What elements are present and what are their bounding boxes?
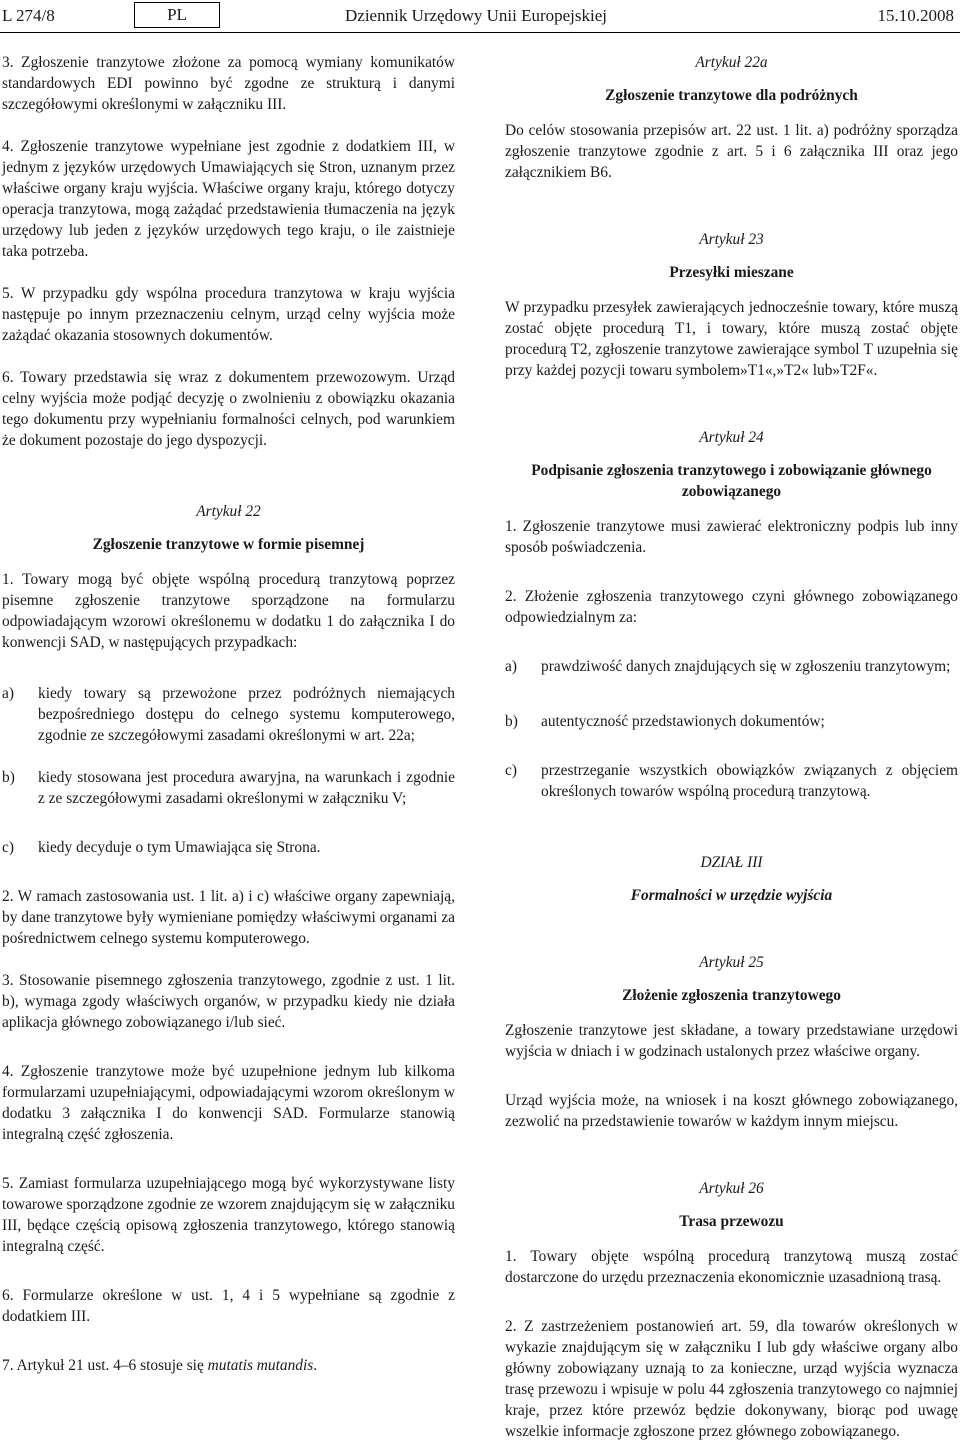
right-column [505,52,958,1442]
article-24-number: Artykuł 24 [699,429,764,446]
latin-phrase: mutatis mutandis [207,1357,314,1374]
article-25-number: Artykuł 25 [699,954,764,971]
article-22-paragraph-5: 5. Zamiast formularza uzupełniającego mogą być wykorzystywane listy towarowe sporządzone zgodnie ze wzorem znajdującym się w załączniku III, będące częścią opisową zgłoszenia tranzytowego, którego stanowią integralną część. [2,1175,455,1255]
language-box: PL [134,2,220,28]
list-item-text: kiedy towary są przewożone przez podróżnych niemających bezpośredniego dostępu do celnego systemu komputerowego, zgodnie ze szczegółowymi zasadami określonymi w art. 22a; [38,685,455,744]
division-3-title: Formalności w urzędzie wyjścia [630,887,833,904]
list-item-label: b) [505,713,518,730]
article-22-paragraph-7: 7. Artykuł 21 ust. 4–6 stosuje się mutatis mutandis. [2,1357,318,1374]
paragraph-4: 4. Zgłoszenie tranzytowe wypełniane jest zgodnie z dodatkiem III, w jednym z języków urzędowych Umawiających się Stron, uznanym przez właściwe organy kraju wyjścia. Właściwe organy kraju, którego dotyczy operacja tranzytowa, mogą zażądać przedstawienia tłumaczenia na język urzędowy lub jeden z języków urzędowych tego kraju, o ile zaistnieje taka potrzeba. [2,138,455,260]
list-item-label: c) [2,839,14,856]
list-item-label: a) [505,658,517,675]
article-26-number: Artykuł 26 [699,1180,764,1197]
article-22-paragraph-2: 2. W ramach zastosowania ust. 1 lit. a) i c) właściwe organy zapewniają, by dane tranzytowe były wymieniane pomiędzy właściwymi organami za pośrednictwem celnego systemu komputerowego. [2,888,455,947]
article-22a-title: Zgłoszenie tranzytowe dla podróżnych [605,87,858,104]
left-column [2,52,455,1376]
list-item-label: a) [2,685,14,702]
list-item [505,656,958,677]
list-item-label: b) [2,769,15,786]
list-item-text: prawdziwość danych znajdujących się w zgłoszeniu tranzytowym; [541,658,951,675]
page-reference: L 274/8 [2,6,55,25]
article-22-paragraph-3: 3. Stosowanie pisemnego zgłoszenia tranzytowego, zgodnie z ust. 1 lit. b), wymaga zgody właściwych organów, w przypadku kiedy nie działa aplikacja głównego zobowiązanego i/lub sieć. [2,972,455,1031]
article-22-number: Artykuł 22 [196,503,261,520]
article-26-title: Trasa przewozu [679,1213,784,1230]
list-item-text: kiedy decyduje o tym Umawiająca się Strona. [38,839,321,856]
article-23-text: W przypadku przesyłek zawierających jednocześnie towary, które muszą zostać objęte procedurą T1, i towary, które muszą zostać objęte procedurą T2, zgłoszenie tranzytowe zawierające symbol T uzupełnia się przy każdej pozycji towaru symbolem»T1«,»T2« lub»T2F«. [505,299,958,379]
article-24-paragraph-2: 2. Złożenie zgłoszenia tranzytowego czyni głównego zobowiązanego odpowiedzialnym za: [505,588,958,626]
paragraph-6: 6. Towary przedstawia się wraz z dokumentem przewozowym. Urząd celny wyjścia może podjąć decyzję o zwolnieniu z obowiązku okazania tego dokumentu przy wypełnianiu formalności celnych, pod warunkiem że dokument pozostaje do jego dyspozycji. [2,369,455,449]
article-24-title: Podpisanie zgłoszenia tranzytowego i zobowiązanie głównego zobowiązanego [531,462,932,500]
list-item [505,760,958,802]
article-23-number: Artykuł 23 [699,231,764,248]
article-26-paragraph-1: 1. Towary objęte wspólną procedurą tranzytową muszą zostać dostarczone do urzędu przeznaczenia ekonomicznie uzasadnioną trasą. [505,1248,958,1286]
page-header [0,0,960,33]
publication-date: 15.10.2008 [877,6,954,25]
list-item [505,711,958,732]
division-3-number: DZIAŁ III [700,854,763,871]
list-item-text: kiedy stosowana jest procedura awaryjna, na warunkach i zgodnie z ze szczegółowymi zasadami określonymi w załączniku V; [38,769,455,807]
article-22a-text: Do celów stosowania przepisów art. 22 ust. 1 lit. a) podróżny sporządza zgłoszenie tranzytowe zgodnie z art. 5 i 6 załącznika III oraz jego załącznikiem B6. [505,122,958,181]
article-26-paragraph-2: 2. Z zastrzeżeniem postanowień art. 59, dla towarów określonych w wykazie znajdującym się w załączniku I lub gdy właściwe organy albo główny zobowiązany uznają to za konieczne, urząd wyjścia wyznacza trasę przewozu i wpisuje w polu 44 zgłoszenia tranzytowego co najmniej kraje, przez które przewóz będzie dokonywany, biorąc pod uwagę wszelkie informacje zgłoszone przez głównego zobowiązanego. [505,1318,958,1440]
article-22-paragraph-1: 1. Towary mogą być objęte wspólną procedurą tranzytową poprzez pisemne zgłoszenie tranzytowe sporządzone na formularzu odpowiadającym wzorowi określonemu w dodatku 1 do załącznika I do konwencji SAD, w następujących przypadkach: [2,571,455,651]
list-item-text: przestrzeganie wszystkich obowiązków związanych z objęciem określonych towarów wspólną procedurą tranzytową. [541,762,958,800]
article-25-title: Złożenie zgłoszenia tranzytowego [622,987,841,1004]
paragraph-5: 5. W przypadku gdy wspólna procedura tranzytowa w kraju wyjścia następuje po innym przeznaczeniu celnym, urząd celny wyjścia może zażądać okazania stosownych dokumentów. [2,285,455,344]
article-25-paragraph-1: Zgłoszenie tranzytowe jest składane, a towary przedstawiane urzędowi wyjścia w dniach i w godzinach ustalonych przez właściwe organy. [505,1022,958,1060]
paragraph-3: 3. Zgłoszenie tranzytowe złożone za pomocą wymiany komunikatów standardowych EDI powinno być zgodne ze strukturą i danymi szczegółowymi określonymi w załączniku III. [2,54,455,113]
article-24-paragraph-1: 1. Zgłoszenie tranzytowe musi zawierać elektroniczny podpis lub inny sposób poświadczenia. [505,518,958,556]
list-item [2,767,455,809]
journal-title: Dziennik Urzędowy Unii Europejskiej [345,6,608,25]
list-item [2,837,455,858]
article-22-paragraph-6: 6. Formularze określone w ust. 1, 4 i 5 wypełniane są zgodnie z dodatkiem III. [2,1287,455,1325]
article-22-paragraph-4: 4. Zgłoszenie tranzytowe może być uzupełnione jednym lub kilkoma formularzami uzupełniającymi, odpowiadającymi wzorom określonym w dodatku 3 załącznika I do konwencji SAD. Formularze stanowią integralną część zgłoszenia. [2,1063,455,1143]
article-23-title: Przesyłki mieszane [669,264,794,281]
article-22-title: Zgłoszenie tranzytowe w formie pisemnej [92,536,365,553]
article-25-paragraph-2: Urząd wyjścia może, na wniosek i na koszt głównego zobowiązanego, zezwolić na przedstawienie towarów w każdym innym miejscu. [505,1092,958,1130]
list-item [2,683,455,746]
article-22a-number: Artykuł 22a [695,54,768,71]
list-item-label: c) [505,762,517,779]
list-item-text: autentyczność przedstawionych dokumentów; [541,713,825,730]
